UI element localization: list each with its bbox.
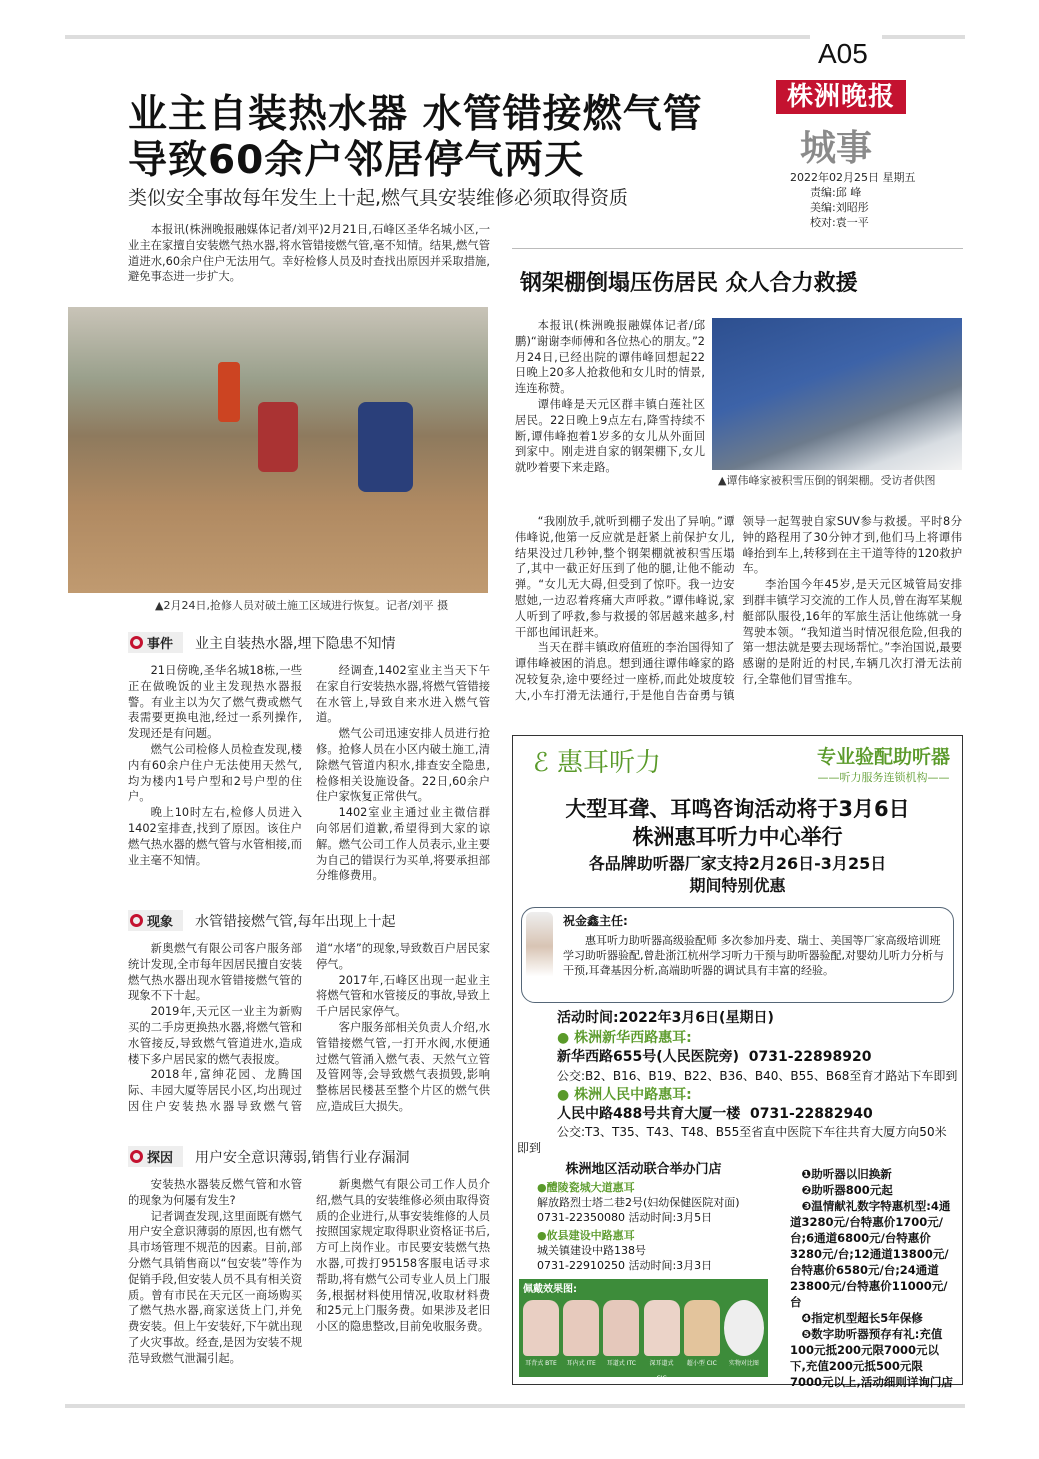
doctor-name: 祝金鑫主任: [563,914,628,928]
joint-store-name: ●醴陵瓷城大道惠耳 [537,1181,635,1194]
paragraph: 李治国今年45岁,是天元区城管局安排到群丰镇学习交流的工作人员,曾在海军某舰艇部队服役,16年的军旅生活让他练就一身驾驶本领。“我知道当时情况很危险,但我的第一想法就是要去现场帮忙。”李治国说,最要感谢的是附近的村民,车辆几次打滑无法前行,全靠他们冒雪推车。 [742,578,962,686]
second-headline: 钢架棚倒塌压伤居民 众人合力救援 [520,271,858,296]
section-tag: 事件 [128,632,183,653]
offer-item: ❹指定机型超长5年保修 [801,1311,923,1325]
circle-icon [130,1150,143,1163]
paragraph: 晚上10时左右,检修人员进入1402室排查,找到了原因。该住户燃气热水器的燃气管与水管相接,而业主毫不知情。 [128,806,302,867]
proofreader: 校对:袁一平 [810,216,869,229]
store-bus: 公交:B2、B16、B19、B22、B36、B40、B55、B68至育才路站下车即到 [557,1069,958,1083]
gallery-item: 实物对比图 [724,1300,764,1386]
paragraph: 2018年,富绅花园、龙腾国际、丰园大厦等居民小区,均出现过因住户安装热水器导致燃气管道“水堵”的现象,导致数百户居民家停气。 [128,942,490,1113]
ad-headline: 大型耳聋、耳鸣咨询活动将于3月6日 [565,797,910,821]
worker-figure [218,362,240,422]
section-title: 用户安全意识薄弱,销售行业存漏洞 [195,1149,410,1166]
joint-store-name: ●攸县建设中路惠耳 [537,1229,635,1242]
gallery-item: 耳内式 ITE [563,1300,599,1386]
divider [512,248,963,249]
paragraph: “我刚放手,就听到棚子发出了异响。”谭伟峰说,他第一反应就是赶紧上前保护女儿,结果没过几秒钟,整个钢架棚就被积雪压塌了,其中一截正好压到了他的腿,让他不能动弹。“女儿无大碍,但受到了惊吓。我一边安慰她,一边忍着疼痛大声呼救。”谭伟峰说,家人听到了呼救,参与救援的邻居越来越多,村干部也闻讯赶来。 [515,515,735,639]
ad-headline: 株洲惠耳听力中心举行 [632,825,843,849]
paragraph: 燃气公司迅速安排人员进行抢修。抢修人员在小区内破土施工,清除燃气管道内积水,排查安全隐患,检修相关设施设备。22日,60余户住户家恢复正常供气。 [316,727,490,804]
section-title: 业主自装热水器,埋下隐患不知情 [195,635,396,652]
gallery-item: 超小型 CIC [684,1300,720,1386]
doctor-box [521,907,954,1003]
page-number: A05 [818,38,868,69]
lead-paragraph [128,222,490,285]
section-phenomenon [128,910,490,1136]
store-address: 新华西路655号(人民医院旁) [557,1049,740,1065]
doctor-photo [526,912,553,998]
headline-line: 业主自装热水器 水管错接燃气管 [128,92,703,137]
paragraph: 燃气公司检修人员检查发现,楼内有60余户住户无法使用天然气,均为楼内1号户型和2号户型的住户。 [128,742,302,804]
issue-meta [790,170,916,230]
gallery-item: 耳背式 BTE [523,1300,559,1386]
paragraph: 记者调查发现,这里面既有燃气用户安全意识薄弱的原因,也有燃气具市场管理不规范的因素。目前,部分燃气具销售商以“包安装”等作为促销手段,但安装人员不具有相关资质。曾有市民在天元区一商场购买了燃气热水器,商家送货上门,并免费安装。但上午安装好,下午就出现了火灾事故。经查,是因为安装不规范导致燃气泄漏引起。 [128,1209,302,1365]
paragraph: 客户服务部相关负责人介绍,水管错接燃气管,一打开水阀,水便通过燃气管涌入燃气表、天然气立管及管网等,会导致燃气表损毁,影响整栋居民楼甚至整个片区的燃气供应,造成巨大损失。 [316,1020,490,1113]
second-article-bottom [515,514,962,714]
editor: 责编:邱 峰 [810,186,862,199]
photo-caption: ▲2月24日,抢修人员对破土施工区域进行恢复。记者/刘平 摄 [155,599,449,612]
bottom-rule [65,1404,965,1408]
store-address: 人民中路488号共育大厦一楼 [557,1106,741,1122]
main-headline [128,92,703,184]
paragraph: 谭伟峰是天元区群丰镇白莲社区居民。22日晚上9点左右,降雪持续不断,谭伟峰抱着1岁多的女儿从外面回到家中。刚走进自家的钢架棚下,女儿就吵着要下来走路。 [515,397,705,475]
section-cause [128,1146,490,1389]
paragraph: 经调查,1402室业主当天下午在家自行安装热水器,将燃气管错接在水管上,导致自来水进入燃气管道。 [316,664,490,725]
subtitle: 类似安全事故每年发生上十起,燃气具安装维修必须取得资质 [128,187,629,209]
photo-caption: ▲谭伟峰家被积雪压倒的钢架棚。受访者供图 [718,474,936,487]
offer-item: ❷助听器800元起 [801,1183,893,1197]
date: 2022年02月25日 星期五 [790,171,916,184]
ad-headline: 期间特别优惠 [689,876,786,895]
paragraph: 新奥燃气有限公司客户服务部统计发现,全市每年因居民擅自安装燃气热水器出现水管错接燃气管的现象不下十起。 [128,942,302,1003]
gallery [519,1279,768,1382]
circle-icon [130,636,143,649]
joint-title: 株洲地区活动联合举办门店 [565,1162,722,1177]
art-editor: 美编:刘昭彤 [810,201,869,214]
paragraph: 21日傍晚,圣华名城18栋,一些正在做晚饭的业主发现热水器报警。有业主以为欠了燃气费或燃气表需要更换电池,经过一系列操作,发现还是有问题。 [128,664,302,741]
gallery-item: 耳道式 ITC [603,1300,639,1386]
headline-line: 导致60余户邻居停气两天 [128,138,585,183]
joint-store-address: 城关镇建设中路138号 [537,1244,646,1257]
paragraph: 2017年,石峰区出现一起业主将燃气管和水管接反的事故,导致上千户居民家停气。 [316,973,490,1019]
paragraph: 本报讯(株洲晚报融媒体记者/刘平)2月21日,石峰区圣华名城小区,一业主在家擅自安装燃气热水器,将水管错接燃气管,毫不知情。结果,燃气管道进水,60余户住户无法用气。幸好检修人员及时查找出原因并采取措施,避免事态进一步扩大。 [128,223,490,284]
offer-item: ❺数字助听器预存有礼:充值100元抵200元限7000元以下,充值200元抵500元限7000元以上,活动细则详询门店 [790,1327,953,1389]
hearing-aid-ad [512,735,963,1389]
top-rule [65,35,810,39]
second-article-top [515,318,705,514]
store-name: ● 株洲人民中路惠耳: [557,1087,692,1103]
ad-headline: 各品牌助听器厂家支持2月26日-3月25日 [588,854,887,873]
section-tag: 探因 [128,1146,183,1167]
ad-slogan-sub: ——听力服务连锁机构—— [817,771,950,784]
collapsed-shed-photo [712,318,962,470]
doctor-bio: 惠耳听力助听器高级验配师 多次参加丹麦、瑞士、美国等厂家高级培训班学习助听器验配,曾赴浙江杭州学习听力干预与助听器验配,对婴幼儿听力分析与干预,耳聋基因分析,高端助听器的调试具有丰富的经验。 [563,934,944,977]
paragraph: 当天在群丰镇政府值班的李治国得知了谭伟峰被困的消息。想到通往谭伟峰家的路况较复杂,途中要经过一座桥,而此处坡度较大,小车打滑无法通行,于是他自告奋勇与镇领导一起驾驶自家SUV参与救援。平时8分钟的路程用了30分钟才到,他们马上将谭伟峰抬到车上,转移到在主干道等待的120救护车。 [515,515,962,702]
repair-photo [68,307,488,593]
paragraph: 2019年,天元区一业主为新购买的二手房更换热水器,将燃气管和水管接反,导致燃气管道进水,造成楼下多户居民家的燃气表报废。 [128,1005,302,1066]
worker-figure [358,402,413,492]
paragraph: 1402室业主通过业主微信群向邻居们道歉,希望得到大家的谅解。燃气公司工作人员表示,业主要为自己的错误行为买单,将要承担部分维修费用。 [316,806,490,883]
section-tag: 现象 [128,910,183,931]
store-bus: 公交:T3、T35、T43、T48、B55至省直中医院下车往共育大厦方向50米即到 [517,1125,947,1155]
joint-store-address: 解放路烈士塔二巷2号(妇幼保健医院对面) [537,1196,740,1209]
paragraph: 安装热水器装反燃气管和水管的现象为何屡有发生? [128,1178,302,1207]
joint-store-phone: 0731-22350080 活动时间:3月5日 [537,1211,713,1224]
ear-logo-icon: ℰ [533,748,549,778]
ad-brand: ℰ 惠耳听力 [533,748,662,778]
section-event [128,632,490,903]
paragraph: 本报讯(株洲晚报融媒体记者/邱鹏)“谢谢李师傅和各位热心的朋友。”2月24日,已经出院的谭伟峰回想起22日晚上20多人抢救他和女儿时的情景,连连称赞。 [515,319,705,396]
circle-icon [130,914,143,927]
paper-logo: 株洲晚报 [776,80,906,114]
gallery-title: 佩戴效果图: [523,1284,577,1295]
joint-store-phone: 0731-22910250 活动时间:3月3日 [537,1259,713,1272]
offer-item: ❸温情献礼数字特惠机型:4通道3280元/台特惠价1700元/台;6通道6800元/台特惠价3280元/台;12通道13800元/台特惠价6580元/台;24通道23800元/台特惠价11000元/台 [790,1199,951,1309]
store-phone: 0731-22882940 [749,1106,873,1122]
store-phone: 0731-22898920 [748,1049,872,1065]
worker-figure [258,402,298,472]
top-rule [882,35,965,39]
event-time: 活动时间:2022年3月6日(星期日) [557,1010,774,1026]
paragraph: 新奥燃气有限公司工作人员介绍,燃气具的安装维修必须由取得资质的企业进行,从事安装维修的人员按照国家规定取得职业资格证书后,方可上岗作业。市民要安装燃气热水器,可拨打95158客服电话寻求帮助,将有燃气公司专业人员上门服务,根据材料使用情况,收取材料费和25元上门服务费。如果涉及老旧小区的隐患整改,目前免收服务费。 [316,1178,490,1334]
ad-slogan: 专业验配助听器 [816,746,950,768]
offer-item: ❶助听器以旧换新 [801,1167,892,1181]
section-title: 水管错接燃气管,每年出现上十起 [195,913,396,930]
store-name: ● 株洲新华西路惠耳: [557,1030,692,1046]
gallery-item: 深耳道式 CIC [644,1300,680,1386]
section-name: 城事 [800,127,873,169]
